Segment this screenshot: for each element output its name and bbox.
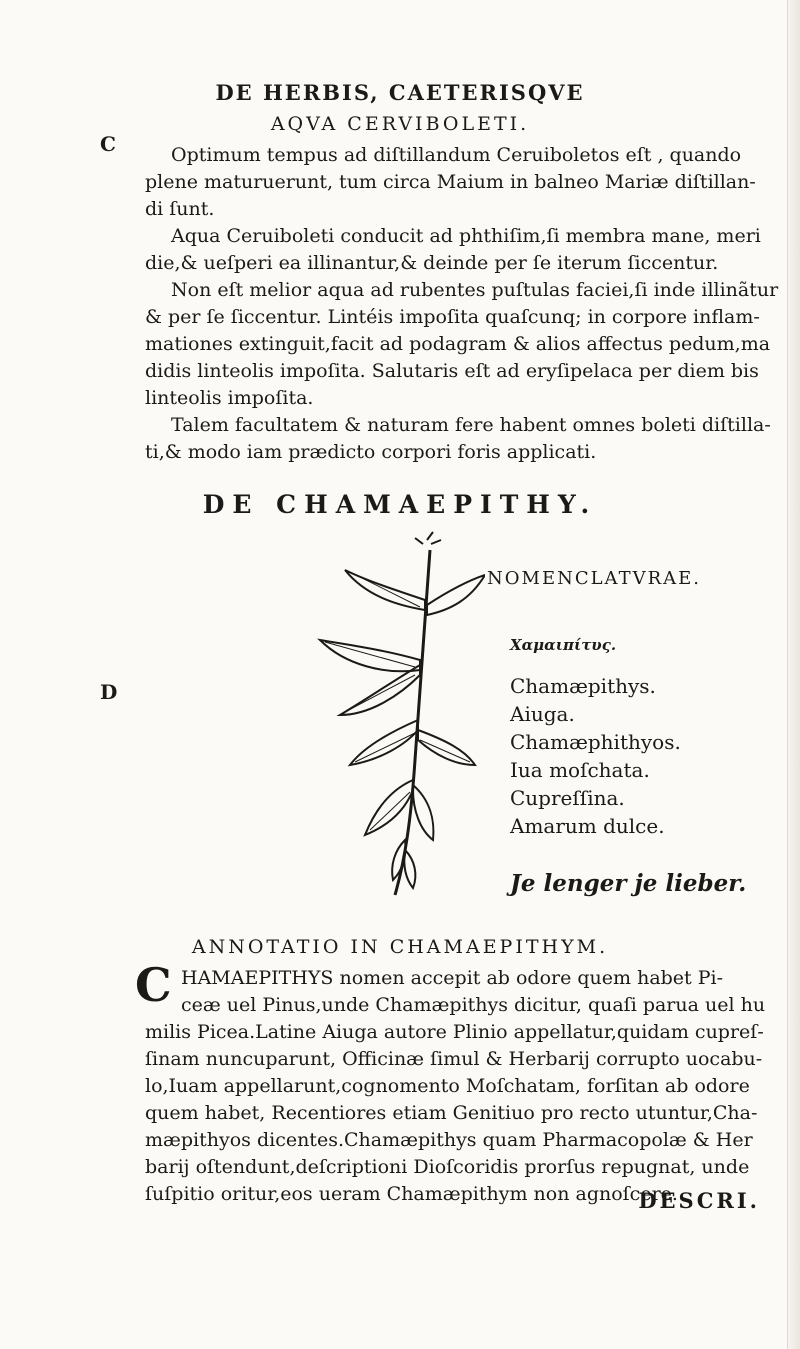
text-line: ti,& modo iam prædicto corpori foris applicati. bbox=[145, 441, 597, 463]
plant-woodcut bbox=[255, 530, 485, 910]
drop-capital: C bbox=[135, 958, 172, 1012]
section-title-annotatio: ANNOTATIO IN CHAMAEPITHYM. bbox=[191, 936, 609, 958]
list-item: Chamæphithyos. bbox=[510, 730, 681, 754]
text-line: quem habet, Recentiores etiam Genitiuo pro recto utuntur,Cha- bbox=[145, 1102, 758, 1124]
margin-letter-c: C bbox=[100, 132, 116, 156]
text-line: die,& ueſperi ea illinantur,& deinde per ſe iterum ſiccentur. bbox=[145, 252, 719, 274]
catchword: DESCRI. bbox=[638, 1188, 760, 1213]
text-line: linteolis impoſita. bbox=[145, 387, 314, 409]
running-head: DE HERBIS, CAETERISQVE bbox=[215, 80, 585, 105]
german-name: Je lenger je lieber. bbox=[510, 870, 747, 897]
name-list bbox=[510, 672, 681, 840]
greek-name: Χαμαιπίτυς. bbox=[510, 636, 617, 654]
page-edge bbox=[787, 0, 800, 1349]
section-title-chamaepithy: DE CHAMAEPITHY. bbox=[202, 490, 598, 519]
list-item: Aiuga. bbox=[510, 702, 575, 726]
section-title-aqua: AQVA CERVIBOLETI. bbox=[270, 113, 530, 135]
text-line: Optimum tempus ad diſtillandum Ceruiboletos eſt , quando bbox=[171, 144, 742, 166]
list-item: Amarum dulce. bbox=[510, 814, 665, 838]
list-item: Iua moſchata. bbox=[510, 758, 650, 782]
annotatio-paragraph bbox=[145, 965, 785, 1208]
margin-letter-d: D bbox=[100, 680, 118, 704]
aqua-paragraph bbox=[145, 142, 785, 466]
nomenclature-title: NOMENCLATVRAE. bbox=[487, 568, 701, 589]
text-line: HAMAEPITHYS nomen accepit ab odore quem habet Pi- bbox=[181, 967, 724, 989]
text-line: & per ſe ſiccentur. Lintéis impoſita quaſcunq; in corpore inflam- bbox=[145, 306, 760, 328]
text-line: mationes extinguit,facit ad podagram & alios affectus pedum,ma bbox=[145, 333, 771, 355]
list-item: Chamæpithys. bbox=[510, 674, 656, 698]
text-line: ceæ uel Pinus,unde Chamæpithys dicitur, quaſi parua uel hu bbox=[181, 994, 766, 1016]
list-item: Cupreſſina. bbox=[510, 786, 625, 810]
text-line: Aqua Ceruiboleti conducit ad phthiſim,ſi membra mane, meri bbox=[171, 225, 761, 247]
text-line: didis linteolis impoſita. Salutaris eſt ad eryſipelaca per diem bis bbox=[145, 360, 759, 382]
text-line: mæpithyos dicentes.Chamæpithys quam Pharmacopolæ & Her bbox=[145, 1129, 753, 1151]
text-line: milis Picea.Latine Aiuga autore Plinio appellatur,quidam cupreſ- bbox=[145, 1021, 764, 1043]
text-line: ſinam nuncuparunt, Officinæ ſimul & Herbarij corrupto uocabu- bbox=[145, 1048, 763, 1070]
text-line: Talem facultatem & naturam fere habent omnes boleti diſtilla- bbox=[171, 414, 771, 436]
text-line: plene maturuerunt, tum circa Maium in balneo Mariæ diſtillan- bbox=[145, 171, 756, 193]
text-line: ſuſpitio oritur,eos ueram Chamæpithym non agnoſcere. bbox=[145, 1183, 678, 1205]
text-line: di ſunt. bbox=[145, 198, 215, 220]
text-line: barij oſtendunt,deſcriptioni Dioſcoridis prorſus repugnat, unde bbox=[145, 1156, 750, 1178]
text-line: Non eſt melior aqua ad rubentes puſtulas faciei,ſi inde illinãtur bbox=[171, 279, 779, 301]
text-line: lo,Iuam appellarunt,cognomento Moſchatam, forſitan ab odore bbox=[145, 1075, 750, 1097]
